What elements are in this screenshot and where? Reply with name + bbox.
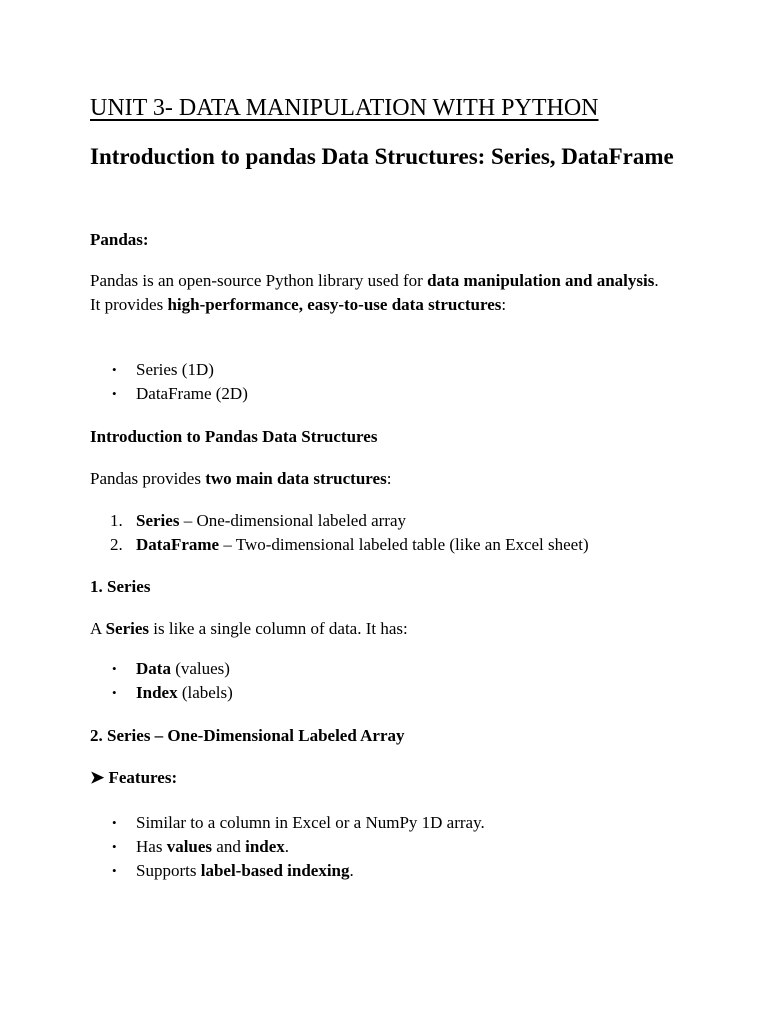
intro-line1-post: . <box>654 271 659 290</box>
bullet-icon: • <box>112 386 117 401</box>
bullet-icon: • <box>112 685 117 700</box>
list-item-bold: DataFrame <box>136 535 220 554</box>
list-item-bold: index <box>245 837 285 856</box>
provides-post: : <box>386 469 392 488</box>
main-heading: Introduction to pandas Data Structures: Series, DataFrame <box>90 144 674 169</box>
list-item-text: – Two-dimensional labeled table (like an Excel sheet) <box>219 535 589 554</box>
list-item <box>90 533 589 557</box>
list-item-text-pre: Has <box>136 837 167 856</box>
list-item-bold: Data <box>136 659 171 678</box>
list-item <box>90 509 589 533</box>
intro-line2-post: : <box>501 295 507 314</box>
list-item-text: Series (1D) <box>136 360 214 379</box>
list-item <box>90 382 248 406</box>
list-item <box>90 681 233 705</box>
list-item-bold: label-based indexing <box>200 861 350 880</box>
provides-pre: Pandas provides <box>90 469 206 488</box>
features-list <box>90 811 485 883</box>
list-item <box>90 859 485 883</box>
provides-bold: two main data structures <box>205 469 387 488</box>
series2-heading: 2. Series – One-Dimensional Labeled Array <box>90 726 405 745</box>
intro-line1-pre: Pandas is an open-source Python library used for <box>90 271 428 290</box>
list-item-text-post: . <box>349 861 354 880</box>
list-item-text: (labels) <box>177 683 233 702</box>
list-item <box>90 835 485 859</box>
bullet-icon: • <box>112 839 117 854</box>
list-item-bold: values <box>166 837 213 856</box>
pandas-label: Pandas: <box>90 230 149 249</box>
list-item-text-post: . <box>284 837 290 856</box>
section-intro-heading: Introduction to Pandas Data Structures <box>90 427 378 446</box>
list-item <box>90 657 233 681</box>
list-item-text: DataFrame (2D) <box>136 384 248 403</box>
series-heading: 1. Series <box>90 577 151 596</box>
bullet-icon: • <box>112 661 117 676</box>
series-parts-list <box>90 657 233 705</box>
list-item-text: (values) <box>170 659 230 678</box>
list-item-text: Similar to a column in Excel or a NumPy 1D array. <box>136 813 485 832</box>
list-item-bold: Index <box>136 683 178 702</box>
series-paragraph <box>90 617 690 641</box>
intro-line1-bold: data manipulation and analysis <box>427 271 655 290</box>
list-item-text: – One-dimensional labeled array <box>179 511 407 530</box>
unit-title: UNIT 3- DATA MANIPULATION WITH PYTHON <box>90 95 599 121</box>
bullet-icon: • <box>112 815 117 830</box>
intro-line2-bold: high-performance, easy-to-use data structures <box>167 295 502 314</box>
list-item <box>90 358 248 382</box>
features-heading: ➤ Features: <box>90 768 178 787</box>
provides-paragraph <box>90 467 690 491</box>
bullet-icon: • <box>112 863 117 878</box>
structure-list <box>90 358 248 406</box>
list-number: 1. <box>110 511 123 530</box>
list-item-text-mid: and <box>212 837 246 856</box>
list-number: 2. <box>110 535 123 554</box>
series-para-pre: A <box>90 619 106 638</box>
list-item-text-pre: Supports <box>136 861 201 880</box>
list-item-bold: Series <box>136 511 180 530</box>
series-para-bold: Series <box>105 619 150 638</box>
list-item <box>90 811 485 835</box>
series-para-post: is like a single column of data. It has: <box>149 619 408 638</box>
bullet-icon: • <box>112 362 117 377</box>
intro-paragraph <box>90 269 690 317</box>
structures-numbered-list <box>90 509 589 557</box>
intro-line2-pre: It provides <box>90 295 168 314</box>
